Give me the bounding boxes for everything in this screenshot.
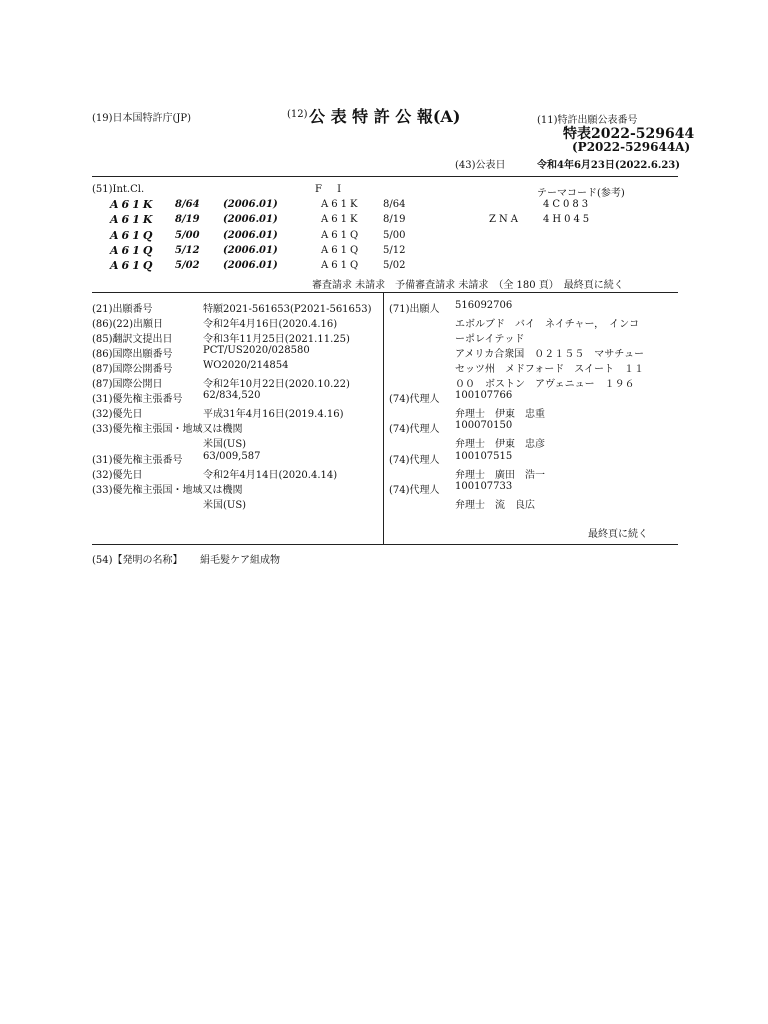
ipc-class: A61K [110,213,156,226]
bib-value: 平成31年4月16日(2019.4.16) [203,409,344,420]
publication-date-label: (43)公表日 [455,160,506,171]
bib-value: 令和2年4月14日(2020.4.14) [203,470,338,481]
bib-value: 63/009,587 [203,451,261,462]
fi-number: 5/00 [383,230,406,241]
bib-label: (86)(22)出願日 [92,319,164,330]
agent-id: 100107766 [455,390,513,401]
publication-kind-title: 公 表 特 許 公 報(A) [309,107,461,126]
agent-id: 100107515 [455,451,513,462]
ipc-number: 5/00 [175,230,200,241]
applicant-label: (71)出願人 [389,304,440,315]
fi-class: A61Q [321,230,362,241]
fi-label: F I [315,184,348,195]
agent-name: 弁理士 伊東 忠彦 [455,439,545,450]
ipc-class: A61Q [110,229,156,242]
bib-label: (31)優先権主張番号 [92,394,183,405]
ipc-class: A61K [110,198,156,211]
fi-class: A61K [321,199,361,210]
invention-title-label: (54)【発明の名称】 [92,555,183,566]
theme-code: 4H045 [543,214,593,225]
bib-value: PCT/US2020/028580 [203,345,310,356]
ipc-version: (2006.01) [223,199,278,210]
agent-name: 弁理士 伊東 忠重 [455,409,545,420]
agent-name: 弁理士 廣田 浩一 [455,470,545,481]
publication-date: 令和4年6月23日(2022.6.23) [537,160,680,171]
publication-number-label: (11)特許出願公表番号 [537,115,638,126]
bib-label: (21)出願番号 [92,304,153,315]
bib-value: WO2020/214854 [203,360,289,371]
theme-code-label: テーマコード(参考) [537,188,625,199]
fi-class: A61K [321,214,361,225]
intcl-label: (51)Int.Cl. [92,184,145,195]
bib-label: (86)国際出願番号 [92,349,173,360]
fi-number: 5/02 [383,260,406,271]
bib-label: (31)優先権主張番号 [92,455,183,466]
fi-suffix: ZNA [489,214,521,225]
bib-value: 米国(US) [203,439,247,450]
issuing-office: (19)日本国特許庁(JP) [92,113,192,124]
ipc-number: 8/64 [175,199,200,210]
agent-label: (74)代理人 [389,424,440,435]
ipc-version: (2006.01) [223,214,278,225]
fi-number: 5/12 [383,245,406,256]
ipc-number: 5/12 [175,245,200,256]
bib-value: 令和2年10月22日(2020.10.22) [203,379,350,390]
agent-label: (74)代理人 [389,394,440,405]
ipc-class: A61Q [110,244,156,257]
applicant-id: 516092706 [455,300,513,311]
fi-class: A61Q [321,260,362,271]
agent-label: (74)代理人 [389,455,440,466]
bib-label: (87)国際公開日 [92,379,163,390]
bib-label: (32)優先日 [92,470,143,481]
bib-label: (33)優先権主張国・地域又は機関 [92,485,243,496]
ipc-number: 8/19 [175,214,200,225]
ipc-version: (2006.01) [223,245,278,256]
agent-id: 100107733 [455,481,513,492]
bib-value: 特願2021-561653(P2021-561653) [203,304,372,315]
ipc-version: (2006.01) [223,230,278,241]
ipc-version: (2006.01) [223,260,278,271]
bib-label: (33)優先権主張国・地域又は機関 [92,424,243,435]
applicant-address-line: セッツ州 メドフォード スイート １１ [455,364,644,375]
bib-value: 62/834,520 [203,390,261,401]
agent-label: (74)代理人 [389,485,440,496]
bib-label: (85)翻訳文提出日 [92,334,173,345]
fi-number: 8/64 [383,199,406,210]
column-divider [383,292,384,544]
agent-id: 100070150 [455,420,513,431]
kind-code: (12) [287,109,308,120]
ipc-class: A61Q [110,259,156,272]
bib-value: 米国(US) [203,500,247,511]
title-divider [92,544,678,545]
examination-status: 審査請求 未請求 予備審査請求 未請求 （全 180 頁） 最終頁に続く [312,280,624,291]
bib-label: (32)優先日 [92,409,143,420]
continued-note: 最終頁に続く [588,529,648,540]
bib-value: 令和2年4月16日(2020.4.16) [203,319,338,330]
fi-class: A61Q [321,245,362,256]
bib-label: (87)国際公開番号 [92,364,173,375]
ipc-number: 5/02 [175,260,200,271]
header-divider [92,176,678,177]
bib-value: 令和3年11月25日(2021.11.25) [203,334,350,345]
applicant-name-line: ーポレイテッド [455,334,525,345]
bibliographic-divider [92,292,678,293]
applicant-address-line: アメリカ合衆国 ０２１５５ マサチュー [455,349,644,360]
theme-code: 4C083 [543,199,592,210]
publication-number: 特表2022-529644 [563,126,695,142]
applicant-name-line: エボルブド バイ ネイチャー， インコ [455,319,640,330]
fi-number: 8/19 [383,214,406,225]
applicant-address-line: ００ ボストン アヴェニュー １９６ [455,379,635,390]
invention-title: 絹毛髪ケア組成物 [200,555,280,566]
publication-number-alt: (P2022-529644A) [572,140,691,154]
agent-name: 弁理士 流 良広 [455,500,535,511]
